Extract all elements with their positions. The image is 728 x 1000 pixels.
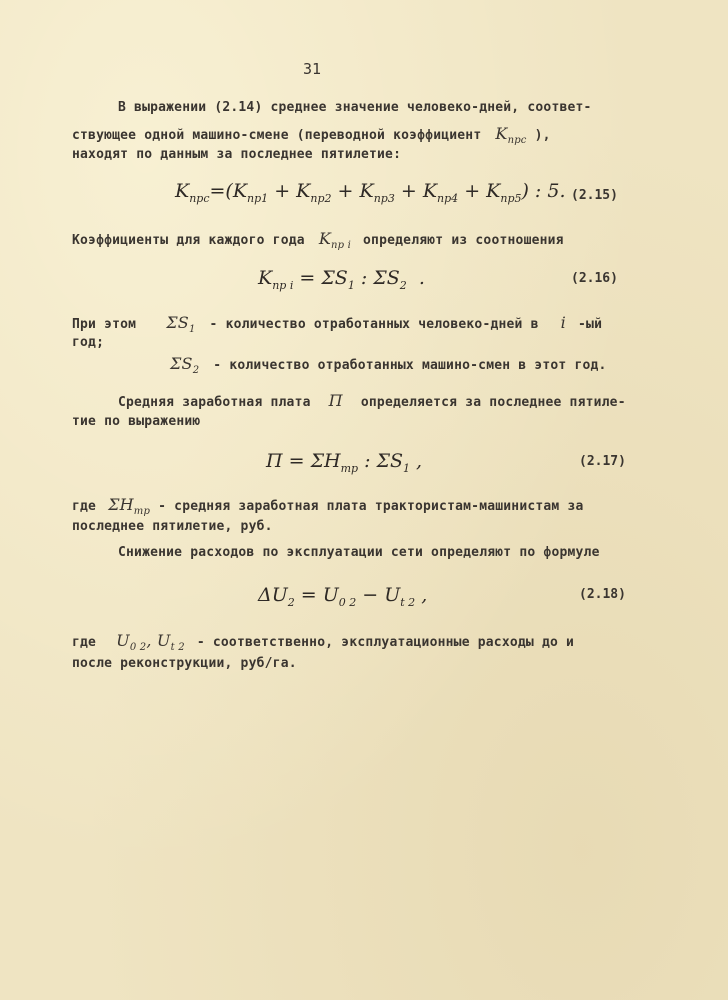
paragraph-1-line-1: В выражении (2.14) среднее значение человеко-дней, соответ-: [118, 100, 592, 115]
paragraph-6: Снижение расходов по эксплуатации сети определяют по формуле: [118, 545, 600, 560]
u-symbols: $U_{0 2}$, $U_{t 2}$: [116, 631, 185, 654]
equation-number-2-18: (2.18): [579, 587, 626, 602]
paragraph-4-line-1: Средняя заработная плата П определяется за последнее пятиле-: [118, 391, 626, 410]
page-number: 31: [303, 60, 322, 78]
equation-number-2-15: (2.15): [571, 188, 618, 203]
paragraph-1-line-3: находят по данным за последнее пятилетие:: [72, 147, 402, 162]
paragraph-3-line-3: $\Sigma S_2$ - количество отработанных машино-смен в этот год.: [170, 354, 607, 377]
paragraph-5-line-2: последнее пятилетие, руб.: [72, 519, 273, 534]
paragraph-5-line-1: где $\Sigma H_{тр}$ - средняя заработная плата трактористам-машинистам за: [72, 495, 584, 518]
paragraph-2: Коэффициенты для каждого года $K_{пр i}$ определяют из соотношения: [72, 229, 564, 252]
equation-number-2-17: (2.17): [579, 454, 626, 469]
sum-s2-symbol: $\Sigma S_2$: [170, 354, 200, 377]
sum-h-tr-symbol: $\Sigma H_{тр}$: [108, 495, 151, 518]
formula-2-17: $П = \Sigma H_{тр}$ : $\Sigma S_1$ ,: [266, 450, 423, 475]
paragraph-7-line-1: где $U_{0 2}$, $U_{t 2}$ - соответственно, эксплуатационные расходы до и: [72, 631, 575, 654]
p1-text-a: ствующее одной машино-смене (переводной коэффициент: [72, 128, 482, 143]
formula-2-18: $\Delta U_2 = U_{0 2} - U_{t 2}$ ,: [258, 584, 428, 609]
formula-2-16: $K_{пр i} = \Sigma S_1$ : $\Sigma S_2$ .: [258, 267, 425, 292]
k-prs-symbol: $K_{прс}$: [495, 124, 527, 147]
p1-text-b: ),: [534, 128, 551, 143]
paragraph-7-line-2: после реконструкции, руб/га.: [72, 656, 297, 671]
formula-2-15: $K_{прс}=(K_{пр1} + K_{пр2} + K_{пр3} + K_{пр4} + K_{пр5})$ : 5.: [175, 180, 566, 205]
p-symbol: П: [328, 391, 343, 410]
index-i: i: [560, 313, 566, 332]
paragraph-3-line-2: год;: [72, 335, 105, 350]
paragraph-4-line-2: тие по выражению: [72, 414, 201, 429]
equation-number-2-16: (2.16): [571, 271, 618, 286]
sum-s1-symbol: $\Sigma S_1$: [166, 313, 196, 336]
k-pri-symbol: $K_{пр i}$: [318, 229, 351, 252]
paragraph-3-line-1: При этом $\Sigma S_1$ - количество отработанных человеко-дней в i -ый: [72, 313, 603, 336]
paragraph-1-line-2: [72, 124, 551, 146]
